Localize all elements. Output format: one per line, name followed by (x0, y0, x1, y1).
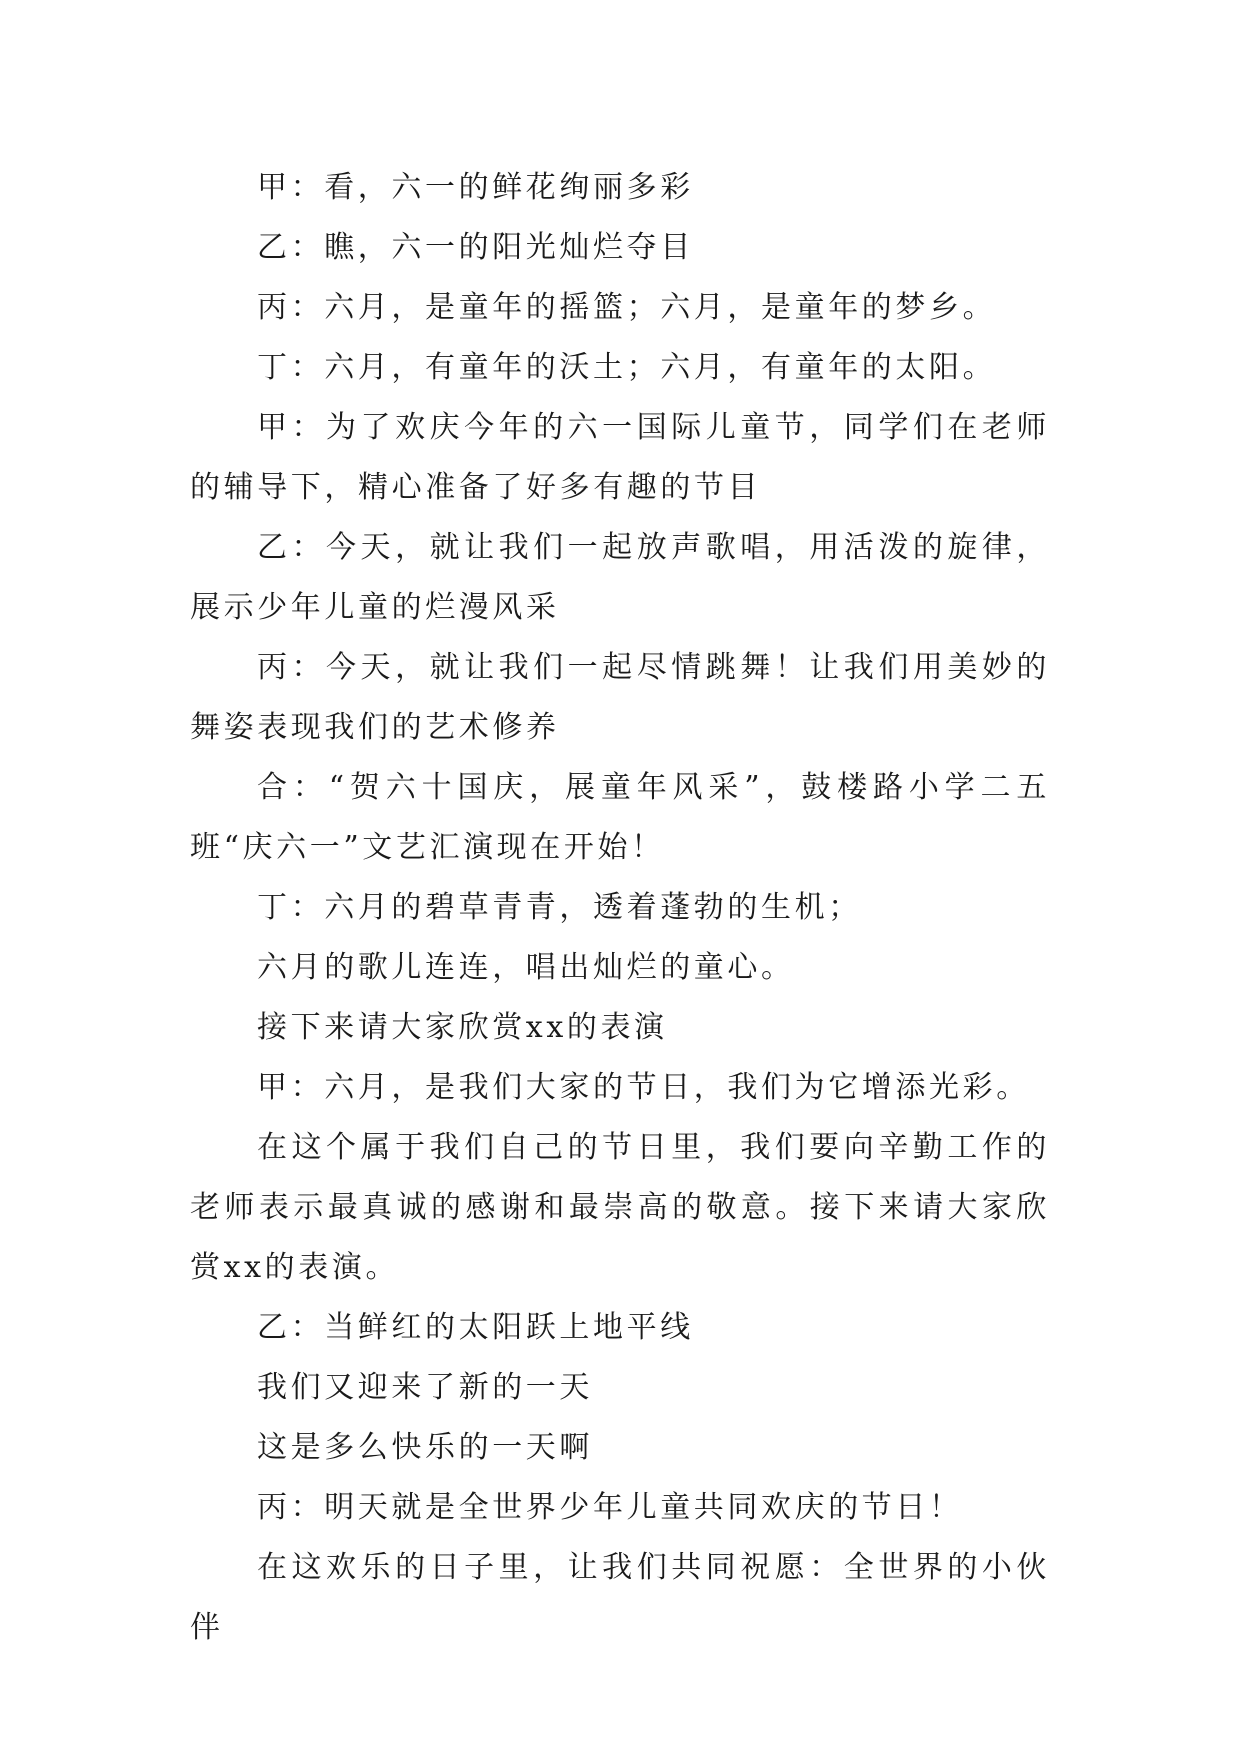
paragraph: 乙：今天，就让我们一起放声歌唱，用活泼的旋律，展示少年儿童的烂漫风采 (190, 530, 1050, 625)
paragraph: 乙：瞧，六一的阳光灿烂夺目 (257, 230, 694, 265)
paragraph: 在这欢乐的日子里，让我们共同祝愿：全世界的小伙伴 (190, 1550, 1050, 1645)
paragraph: 在这个属于我们自己的节日里，我们要向辛勤工作的老师表示最真诚的感谢和最崇高的敬意。接下来请大家欣赏xx的表演。 (190, 1130, 1050, 1285)
paragraph: 丁：六月，有童年的沃土；六月，有童年的太阳。 (257, 350, 997, 385)
paragraph: 合：“贺六十国庆，展童年风采”，鼓楼路小学二五班“庆六一”文艺汇演现在开始！ (190, 770, 1050, 865)
paragraph: 甲：为了欢庆今年的六一国际儿童节，同学们在老师的辅导下，精心准备了好多有趣的节目 (190, 410, 1050, 505)
paragraph: 乙：当鲜红的太阳跃上地平线 (257, 1310, 694, 1345)
document-body (190, 158, 1050, 1658)
paragraph: 丙：今天，就让我们一起尽情跳舞！让我们用美妙的舞姿表现我们的艺术修养 (190, 650, 1050, 745)
paragraph: 甲：看，六一的鲜花绚丽多彩 (257, 170, 694, 205)
paragraph: 六月的歌儿连连，唱出灿烂的童心。 (257, 950, 795, 985)
paragraph: 这是多么快乐的一天啊 (257, 1430, 593, 1465)
paragraph: 丙：明天就是全世界少年儿童共同欢庆的节日！ (257, 1490, 963, 1525)
paragraph: 我们又迎来了新的一天 (257, 1370, 593, 1405)
paragraph: 接下来请大家欣赏xx的表演 (257, 1010, 668, 1045)
paragraph: 甲：六月，是我们大家的节日，我们为它增添光彩。 (257, 1070, 1030, 1105)
paragraph: 丙：六月，是童年的摇篮；六月，是童年的梦乡。 (257, 290, 997, 325)
paragraph: 丁：六月的碧草青青，透着蓬勃的生机； (257, 890, 862, 925)
